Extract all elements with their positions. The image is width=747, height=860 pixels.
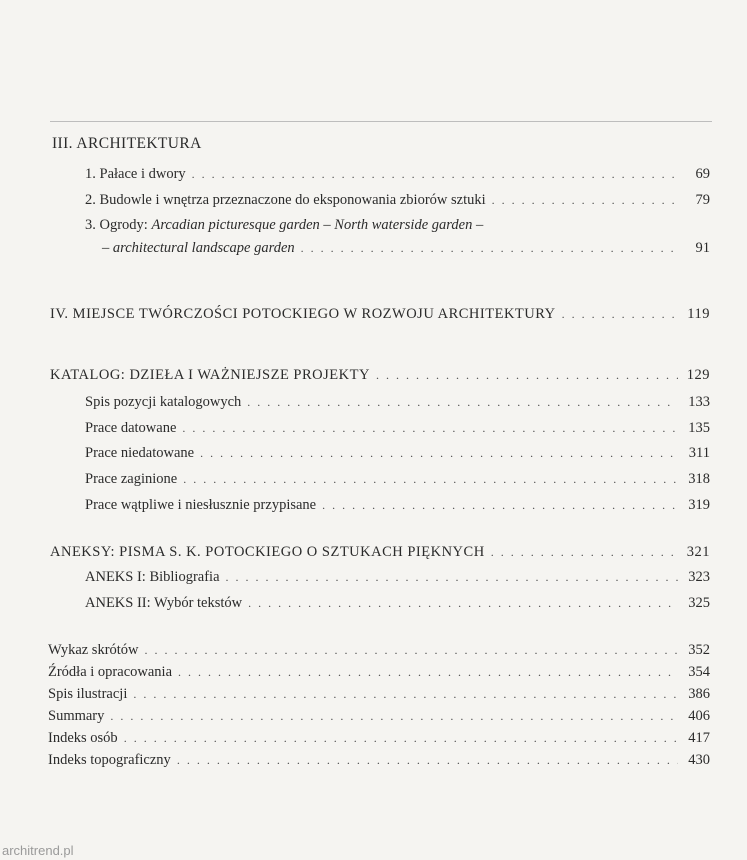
leader-dots	[248, 596, 678, 611]
toc-entry-label: Prace zaginione	[85, 471, 178, 487]
toc-entry-spis-pozycji[interactable]	[85, 394, 710, 411]
toc-entry-label: 2. Budowle i wnętrza przeznaczone do eksponowania zbiorów sztuki	[85, 192, 486, 208]
toc-page-number: 69	[695, 166, 710, 182]
toc-entry-label: ANEKS I: Bibliografia	[85, 569, 220, 585]
toc-page-number: 311	[688, 445, 710, 461]
toc-entry-label: Indeks topograficzny	[48, 752, 171, 768]
toc-page-number: 319	[688, 497, 710, 513]
leader-dots	[145, 643, 678, 658]
leader-dots	[491, 545, 678, 560]
leader-dots	[226, 570, 678, 585]
toc-entry-prace-zaginione[interactable]	[85, 471, 710, 488]
leader-dots	[178, 665, 678, 680]
toc-entry-ogrody-cont[interactable]	[102, 240, 710, 257]
toc-page-number: 135	[688, 420, 710, 436]
leader-dots	[247, 395, 678, 410]
leader-dots	[133, 687, 678, 702]
toc-entry-label: Indeks osób	[48, 730, 118, 746]
toc-page-number: 129	[686, 367, 710, 383]
toc-entry-label: Prace niedatowane	[85, 445, 195, 461]
toc-entry-aneks-1[interactable]	[85, 569, 710, 586]
toc-entry-ogrody[interactable]	[85, 217, 483, 234]
toc-page-number: 354	[688, 664, 710, 680]
leader-dots	[124, 731, 678, 746]
leader-dots	[322, 498, 678, 513]
leader-dots	[192, 167, 678, 182]
toc-entry-label-italic: Arcadian picturesque garden – North waterside garden –	[151, 217, 484, 233]
toc-entry-aneksy[interactable]	[50, 544, 710, 561]
toc-entry-spis-ilustracji[interactable]	[48, 686, 710, 703]
leader-dots	[562, 307, 678, 322]
section-heading-architektura: III. ARCHITEKTURA	[52, 135, 202, 152]
toc-entry-prace-niedatowane[interactable]	[85, 445, 710, 462]
toc-page-number: 91	[695, 240, 710, 256]
watermark: architrend.pl	[2, 843, 74, 858]
toc-page-number: 318	[688, 471, 710, 487]
toc-entry-label: Prace datowane	[85, 420, 177, 436]
leader-dots	[110, 709, 678, 724]
toc-entry-label	[85, 217, 483, 234]
toc-entry-prace-watpliwe[interactable]	[85, 497, 710, 514]
leader-dots	[492, 193, 678, 208]
toc-page-number: 79	[695, 192, 710, 208]
toc-entry-label: Prace wątpliwe i niesłusznie przypisane	[85, 497, 317, 513]
toc-entry-label: Wykaz skrótów	[48, 642, 139, 658]
toc-page-number: 406	[688, 708, 710, 724]
toc-page-number: 386	[688, 686, 710, 702]
toc-entry-label: Spis pozycji katalogowych	[85, 394, 242, 410]
toc-entry-wykaz-skrotow[interactable]	[48, 642, 710, 659]
toc-page-number: 417	[688, 730, 710, 746]
toc-entry-label: 1. Pałace i dwory	[85, 166, 186, 182]
toc-page-number: 321	[686, 544, 710, 560]
toc-entry-palace[interactable]	[85, 166, 710, 183]
toc-entry-miejsce[interactable]	[50, 306, 710, 323]
toc-entry-label: Spis ilustracji	[48, 686, 128, 702]
leader-dots	[376, 368, 678, 383]
toc-entry-label: Źródła i opracowania	[48, 664, 173, 680]
leader-dots	[182, 421, 678, 436]
toc-entry-katalog[interactable]	[50, 367, 710, 384]
toc-entry-indeks-osob[interactable]	[48, 730, 710, 747]
leader-dots	[301, 241, 678, 256]
toc-entry-prace-datowane[interactable]	[85, 420, 710, 437]
toc-entry-label: KATALOG: DZIEŁA I WAŻNIEJSZE PROJEKTY	[50, 367, 370, 383]
toc-entry-label: ANEKSY: PISMA S. K. POTOCKIEGO O SZTUKACH PIĘKNYCH	[50, 544, 485, 560]
toc-entry-label-prefix: 3. Ogrody:	[85, 217, 152, 233]
leader-dots	[200, 446, 678, 461]
toc-page-number: 430	[688, 752, 710, 768]
toc-page-number: 352	[688, 642, 710, 658]
toc-entry-budowle[interactable]	[85, 192, 710, 209]
toc-entry-label: IV. MIEJSCE TWÓRCZOŚCI POTOCKIEGO W ROZWOJU ARCHITEKTURY	[50, 306, 556, 322]
toc-page-number: 325	[688, 595, 710, 611]
leader-dots	[177, 753, 678, 768]
toc-entry-label	[102, 240, 295, 257]
toc-entry-zrodla[interactable]	[48, 664, 710, 681]
leader-dots	[183, 472, 678, 487]
toc-entry-label-cont: – architectural landscape garden	[102, 240, 295, 256]
toc-entry-indeks-topograficzny[interactable]	[48, 752, 710, 769]
toc-entry-label: Summary	[48, 708, 105, 724]
toc-entry-summary[interactable]	[48, 708, 710, 725]
toc-page-number: 323	[688, 569, 710, 585]
toc-page-number: 119	[687, 306, 710, 322]
toc-page-number: 133	[688, 394, 710, 410]
toc-entry-aneks-2[interactable]	[85, 595, 710, 612]
toc-entry-label: ANEKS II: Wybór tekstów	[85, 595, 243, 611]
